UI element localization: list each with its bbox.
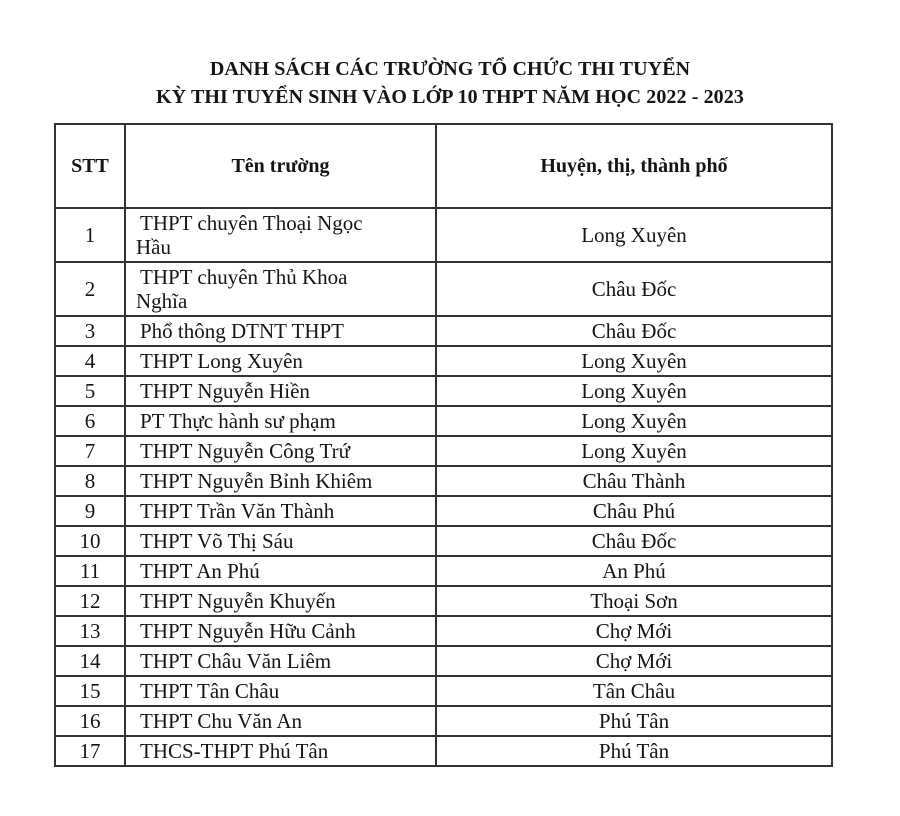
cell-school-name: THPT Nguyễn Khuyến	[125, 586, 436, 616]
school-name-line-1	[136, 211, 435, 235]
title-line-2: KỲ THI TUYỂN SINH VÀO LỚP 10 THPT NĂM HỌC 2022 - 2023	[156, 86, 744, 108]
table-row	[55, 706, 832, 736]
cell-district: Châu Đốc	[436, 262, 832, 316]
cell-district: Thoại Sơn	[436, 586, 832, 616]
cell-stt: 3	[55, 316, 125, 346]
cell-district: Châu Đốc	[436, 526, 832, 556]
header-stt: STT	[55, 124, 125, 208]
cell-stt: 7	[55, 436, 125, 466]
cell-school-name: THPT Nguyễn Hữu Cảnh	[125, 616, 436, 646]
cell-school-name: THPT Võ Thị Sáu	[125, 526, 436, 556]
cell-school-name: THCS-THPT Phú Tân	[125, 736, 436, 766]
cell-school-name: THPT Tân Châu	[125, 676, 436, 706]
school-name-line-2: Hầu	[136, 235, 171, 259]
document-title	[0, 55, 900, 111]
title-line-1: DANH SÁCH CÁC TRƯỜNG TỔ CHỨC THI TUYỂN	[209, 58, 691, 80]
cell-stt: 13	[55, 616, 125, 646]
cell-stt: 14	[55, 646, 125, 676]
school-name-line-1	[136, 265, 435, 289]
cell-district: Châu Đốc	[436, 316, 832, 346]
cell-stt: 6	[55, 406, 125, 436]
cell-district: An Phú	[436, 556, 832, 586]
table-header-row	[55, 124, 832, 208]
table-row	[55, 676, 832, 706]
cell-school-name: PT Thực hành sư phạm	[125, 406, 436, 436]
cell-stt: 12	[55, 586, 125, 616]
cell-school-name: THPT Chu Văn An	[125, 706, 436, 736]
cell-district: Long Xuyên	[436, 436, 832, 466]
cell-stt: 9	[55, 496, 125, 526]
cell-district: Long Xuyên	[436, 406, 832, 436]
cell-district: Tân Châu	[436, 676, 832, 706]
cell-stt: 16	[55, 706, 125, 736]
cell-school-name: THPT An Phú	[125, 556, 436, 586]
cell-school-name: THPT Long Xuyên	[125, 346, 436, 376]
cell-stt: 2	[55, 262, 125, 316]
cell-school-name: THPT Nguyễn Hiền	[125, 376, 436, 406]
schools-table	[54, 123, 833, 767]
cell-district: Phú Tân	[436, 706, 832, 736]
header-school-name: Tên trường	[125, 124, 436, 208]
table-row	[55, 646, 832, 676]
table-row	[55, 208, 832, 262]
table-row	[55, 466, 832, 496]
cell-district: Long Xuyên	[436, 208, 832, 262]
cell-district: Long Xuyên	[436, 346, 832, 376]
cell-stt: 8	[55, 466, 125, 496]
table-row	[55, 436, 832, 466]
cell-stt: 17	[55, 736, 125, 766]
table-row	[55, 346, 832, 376]
school-name-line-2: Nghĩa	[136, 289, 188, 313]
cell-stt: 4	[55, 346, 125, 376]
table-row	[55, 526, 832, 556]
cell-district: Chợ Mới	[436, 646, 832, 676]
cell-school-name: THPT Nguyễn Bỉnh Khiêm	[125, 466, 436, 496]
table-row	[55, 316, 832, 346]
table-row	[55, 586, 832, 616]
cell-district: Châu Phú	[436, 496, 832, 526]
cell-school-name: THPT Nguyễn Công Trứ	[125, 436, 436, 466]
cell-school-name: Phổ thông DTNT THPT	[125, 316, 436, 346]
table-row	[55, 496, 832, 526]
cell-school-name: THPT Châu Văn Liêm	[125, 646, 436, 676]
cell-stt: 15	[55, 676, 125, 706]
school-name-text: THPT chuyên Thoại Ngọc	[140, 211, 363, 235]
table-row	[55, 376, 832, 406]
table-row	[55, 262, 832, 316]
cell-district: Phú Tân	[436, 736, 832, 766]
cell-stt: 11	[55, 556, 125, 586]
table-row	[55, 616, 832, 646]
cell-stt: 1	[55, 208, 125, 262]
cell-stt: 5	[55, 376, 125, 406]
cell-school-name: THPT Trần Văn Thành	[125, 496, 436, 526]
table-row	[55, 556, 832, 586]
cell-stt: 10	[55, 526, 125, 556]
header-district: Huyện, thị, thành phố	[436, 124, 832, 208]
table-row	[55, 406, 832, 436]
cell-district: Châu Thành	[436, 466, 832, 496]
cell-school-name	[125, 262, 436, 316]
school-name-text: THPT chuyên Thủ Khoa	[140, 265, 348, 289]
cell-school-name	[125, 208, 436, 262]
cell-district: Chợ Mới	[436, 616, 832, 646]
table-row	[55, 736, 832, 766]
cell-district: Long Xuyên	[436, 376, 832, 406]
